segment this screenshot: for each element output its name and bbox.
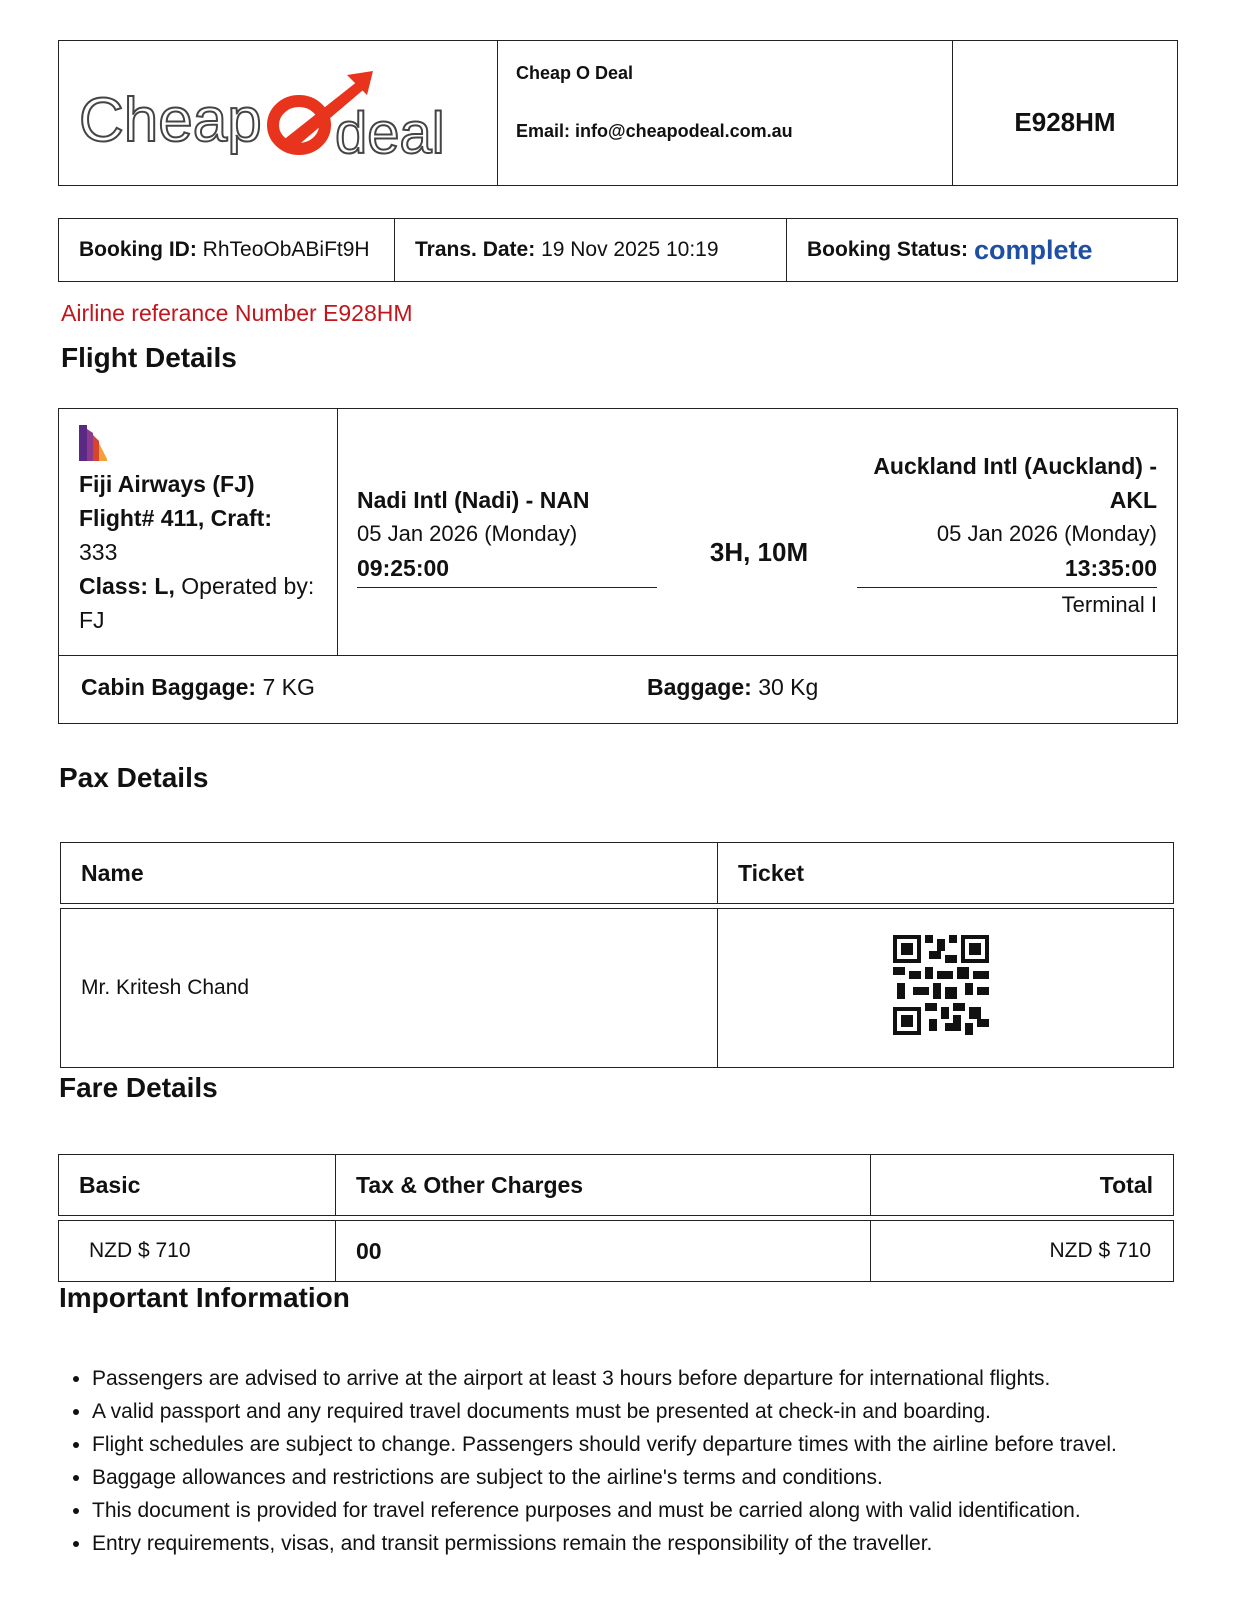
arrival-time: 13:35:00: [1064, 555, 1157, 581]
list-item: • Baggage allowances and restrictions are subject to the airline's terms and conditions.: [92, 1461, 1242, 1494]
fiji-airways-logo-icon: [77, 423, 109, 463]
table-row: [58, 1220, 1174, 1282]
airline-info: [79, 467, 331, 637]
arrival-terminal: Terminal I: [1061, 592, 1157, 617]
ticket-qr-code-icon[interactable]: [893, 935, 989, 1035]
col-basic: Basic: [58, 1154, 336, 1216]
important-info-heading: Important Information: [59, 1282, 350, 1313]
fare-basic: NZD $ 710: [58, 1220, 336, 1282]
pax-details-heading: Pax Details: [59, 762, 209, 793]
arrival-airport-line2: AKL: [1109, 487, 1157, 513]
fare-tax: 00: [336, 1220, 871, 1282]
checked-baggage: Baggage: 30 Kg: [647, 674, 819, 700]
booking-id: Booking ID: RhTeoObABiFt9H: [59, 219, 395, 281]
craft-value: 333: [79, 539, 118, 565]
airline-name: Fiji Airways (FJ): [79, 471, 255, 497]
booking-status: Booking Status: complete: [807, 234, 1093, 265]
departure-info: [357, 483, 657, 588]
table-row: [60, 908, 1174, 1068]
arrival-airport-line1: Auckland Intl (Auckland) -: [873, 453, 1157, 479]
airline-reference: Airline referance Number E928HM: [61, 300, 413, 326]
col-total: Total: [871, 1154, 1174, 1216]
svg-text:deal: deal: [335, 101, 445, 166]
transaction-date: Trans. Date: 19 Nov 2025 10:19: [395, 219, 787, 281]
departure-date: 05 Jan 2026 (Monday): [357, 521, 578, 546]
list-item: • Flight schedules are subject to change. Passengers should verify departure times with the airline before travel.: [92, 1428, 1242, 1461]
pax-table: [60, 838, 1174, 1072]
agency-cell: [498, 41, 953, 185]
fare-details-heading: Fare Details: [59, 1072, 218, 1103]
fare-total: NZD $ 710: [871, 1220, 1174, 1282]
operator: FJ: [79, 607, 105, 633]
departure-airport: Nadi Intl (Nadi) - NAN: [357, 487, 590, 513]
list-item: • A valid passport and any required travel documents must be presented at check-in and boarding.: [92, 1395, 1242, 1428]
pnr-cell: [953, 41, 1177, 185]
status-badge: complete: [974, 234, 1093, 265]
pax-name: Mr. Kritesh Chand: [60, 908, 718, 1068]
booking-info-row: [58, 218, 1178, 282]
fare-table: [58, 1150, 1174, 1286]
pnr-code: E928HM: [1014, 107, 1116, 137]
flight-duration: 3H, 10M: [709, 537, 809, 567]
arrival-date: 05 Jan 2026 (Monday): [936, 521, 1157, 546]
important-info-list: [60, 1362, 1242, 1560]
class-operated: Class: L, Operated by:: [79, 573, 315, 599]
cheap-o-deal-logo: [77, 55, 477, 175]
list-item: • This document is provided for travel reference purposes and must be carried along with valid identification.: [92, 1494, 1242, 1527]
col-tax: Tax & Other Charges: [336, 1154, 871, 1216]
col-ticket: Ticket: [718, 842, 1174, 904]
fare-header-row: [58, 1154, 1174, 1216]
agency-name: Cheap O Deal: [516, 63, 634, 83]
email-link[interactable]: info@cheapodeal.com.au: [575, 121, 793, 141]
arrival-info: [857, 449, 1157, 622]
airline-cell: [59, 409, 338, 655]
departure-time: 09:25:00: [357, 555, 450, 581]
pax-header-row: [60, 842, 1174, 904]
logo-cell: [59, 41, 498, 185]
cabin-baggage: Cabin Baggage: 7 KG: [81, 674, 315, 700]
flight-details-heading: Flight Details: [61, 342, 237, 373]
col-name: Name: [60, 842, 718, 904]
flight-number: Flight# 411, Craft:: [79, 505, 272, 531]
list-item: • Entry requirements, visas, and transit permissions remain the responsibility of the traveller.: [92, 1527, 1242, 1560]
baggage-row: [59, 655, 1177, 723]
agency-email: Email: info@cheapodeal.com.au: [516, 121, 793, 141]
flight-details-box: [58, 408, 1178, 724]
departure-divider: [357, 587, 657, 588]
header-box: [58, 40, 1178, 186]
ticket-cell: [718, 908, 1174, 1068]
list-item: • Passengers are advised to arrive at the airport at least 3 hours before departure for international flights.: [92, 1362, 1242, 1395]
svg-text:Cheap: Cheap: [79, 86, 262, 155]
